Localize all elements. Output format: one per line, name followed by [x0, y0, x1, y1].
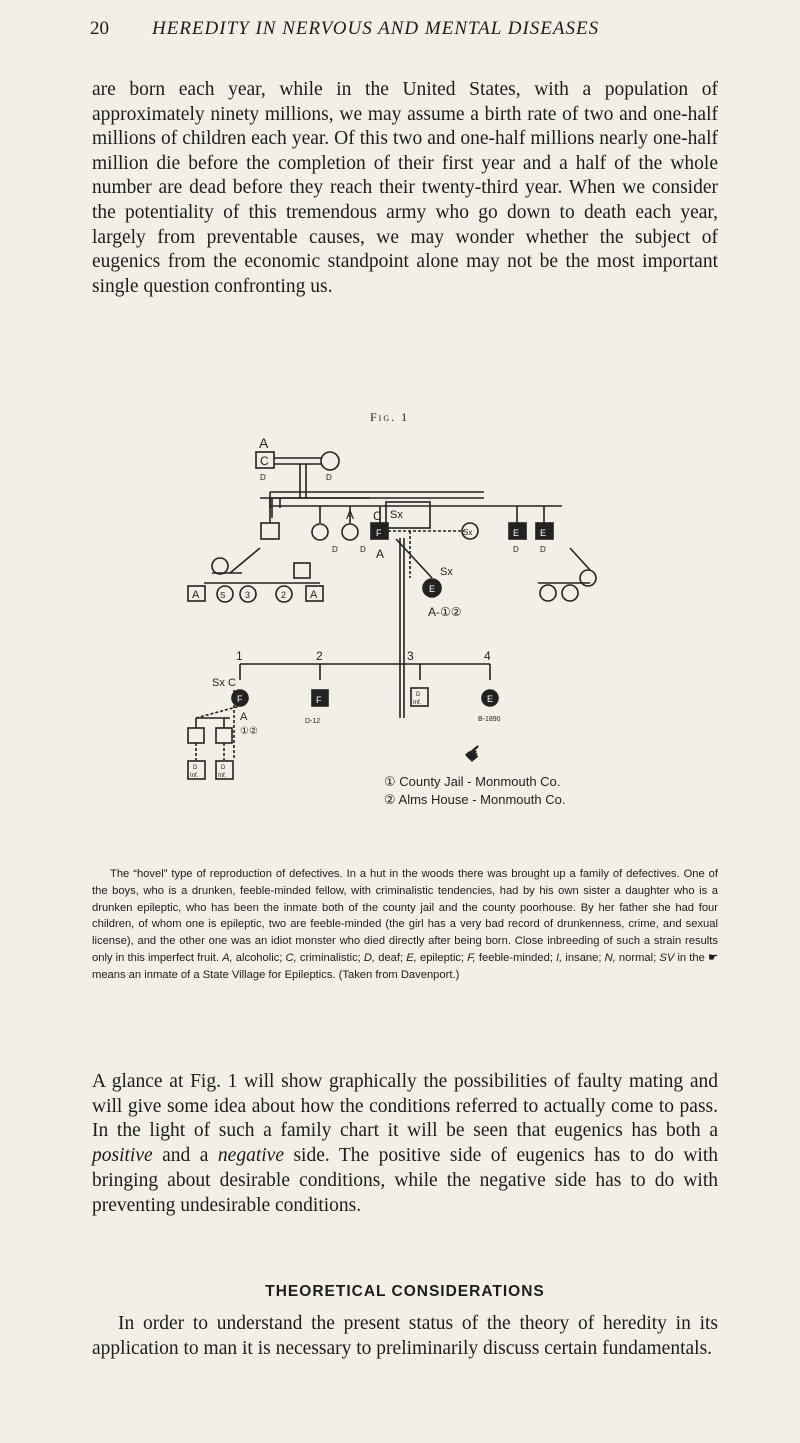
label-sx-box: Sx — [390, 509, 403, 521]
label-sx-gen4: Sx — [212, 677, 225, 689]
label-e-gen2-1: E — [513, 528, 520, 538]
page-number: 20 — [90, 18, 109, 39]
text-run: F, — [467, 951, 476, 964]
gen5-male-2 — [216, 728, 232, 743]
text-run: The “hovel” type of reproduction of defectives. In a hut in the woods there was brought up a family of defectives. One of the boys, who is a drunken, feeble-minded fellow, with criminalistic tendencies, had by his own sister a daughter who is a drunken epileptic, who has been the inmate both of the county jail and the county poorhouse. By her father she had four children, of whom one is epileptic, two are feeble-minded (the girl has a very bad record of drunkenness, crime, and sexual license), and the other one was an idiot monster who died directly after being born. Close inbreeding of such a strain results only in this imperfect fruit. — [92, 868, 718, 964]
label-e-gen4: E — [487, 694, 494, 704]
pointing-hand-icon: ☛ — [707, 951, 718, 964]
figure-label: Fig. 1 — [370, 410, 410, 424]
text-run: epileptic; — [416, 951, 468, 964]
gen2-female-2 — [342, 524, 358, 540]
text-run: positive — [92, 1145, 153, 1167]
hand-pointer-icon: ☛ — [458, 737, 490, 770]
gen2-female-1 — [312, 524, 328, 540]
text-run: I, — [556, 951, 563, 964]
gen-number-1: 1 — [236, 649, 243, 663]
label-inf-gen6-1: Inf. — [190, 773, 199, 779]
label-a-gen4-2: A — [310, 589, 318, 601]
page-header — [90, 18, 730, 44]
gen-number-4: 4 — [484, 649, 491, 663]
label-d-gen6-2: D — [221, 765, 226, 771]
text-run: C, — [285, 951, 297, 964]
label-c-top: C — [260, 454, 269, 468]
label-a-gen4-1: A — [192, 589, 200, 601]
gen-number-2: 2 — [316, 649, 323, 663]
text-run: D, — [363, 951, 376, 964]
label-a-top: A — [259, 435, 269, 451]
label-c-gen4: C — [228, 677, 236, 689]
paragraph-3: In order to understand the present status of the theory of heredity in its application to man it is necessary to preliminarily discuss certain fundamentals. — [92, 1313, 718, 1359]
section-heading: THEORETICAL CONSIDERATIONS — [265, 1283, 545, 1300]
pedigree-chart — [170, 428, 650, 807]
figure-caption — [92, 866, 718, 984]
text-run: side. The positive side of eugenics has to do with bringing about desirable conditions, while the negative side has to do with preventing undesirable conditions. — [92, 1145, 719, 1216]
text-run: and a — [152, 1145, 218, 1167]
pedigree-connector-line — [570, 548, 590, 570]
text-run: alcoholic; — [232, 951, 286, 964]
gen-number-3: 3 — [407, 649, 414, 663]
gen4-right-2 — [562, 585, 578, 601]
label-a-gen2: A — [346, 508, 355, 522]
label-a-gen5: A — [240, 711, 248, 723]
label-three-circle: 3 — [245, 590, 251, 600]
label-d-gen2-4: D — [540, 545, 546, 554]
note-inst: ①② — [240, 726, 258, 737]
label-e-gen3: E — [429, 584, 436, 594]
text-run: criminalistic; — [296, 951, 364, 964]
label-f-gen4: F — [237, 694, 243, 704]
label-s-circle: S — [220, 591, 226, 600]
label-c-gen2: C — [373, 509, 382, 523]
text-run: means an inmate of a State Village for Epileptics. (Taken from Davenport.) — [92, 968, 460, 981]
paragraph-1: are born each year, while in the United States, with a population of approximately ninety millions, we may assume a birth rate of two and one-half millions of children each year. Of this two and one-half millions nearly one-half million die before the completion of their first year and a half of the whole number are dead before they reach their twenty-third year. When we consider the potentiality of this tremendous army who go down to death each year, largely from preventable causes, we may wonder whether the subject of eugenics from the economic standpoint alone may not be the most important single question confronting us. — [92, 79, 718, 297]
label-sx-circle: Sx — [463, 528, 473, 537]
text-run: E, — [406, 951, 417, 964]
label-d-gen2-1: D — [332, 545, 338, 554]
gen5-male-1 — [188, 728, 204, 743]
label-d-infant: D — [416, 692, 421, 698]
label-f-gen4b: F — [316, 695, 322, 705]
paragraph-2 — [92, 1070, 718, 1218]
text-run: negative — [217, 1145, 284, 1167]
note-d12: D-12 — [305, 718, 321, 725]
label-c-sx-gen3: Sx — [440, 566, 453, 578]
label-d-top-right: D — [326, 473, 332, 482]
label-d-gen2-2: D — [360, 545, 366, 554]
gen3-male-left — [294, 563, 310, 578]
text-run: insane; — [562, 951, 605, 964]
text-run: A glance at Fig. 1 will show graphically the possibilities of faulty mating and will give some idea about how the conditions referred to actually come to pass. In the light of such a family chart it will be seen that eugenics has both a — [92, 1071, 718, 1142]
text-run: A, — [222, 951, 233, 964]
female-grandparent — [321, 452, 339, 470]
label-inf: Inf. — [413, 700, 422, 706]
gen2-male-1 — [261, 523, 279, 539]
text-run: deaf; — [375, 951, 407, 964]
pedigree-connector-line — [212, 548, 260, 573]
label-d-gen6-1: D — [193, 765, 198, 771]
text-run: feeble-minded; — [475, 951, 557, 964]
label-f-gen2: F — [376, 528, 382, 538]
text-run: normal; — [615, 951, 660, 964]
legend-county-jail: ① County Jail - Monmouth Co. — [384, 774, 561, 789]
gen3-female-left — [212, 558, 228, 574]
label-two-circle: 2 — [281, 590, 287, 600]
note-b1890: B-1890 — [478, 716, 501, 723]
label-d-top-left: D — [260, 473, 266, 482]
text-run: SV — [659, 951, 675, 964]
gen4-right-1 — [540, 585, 556, 601]
label-d-gen2-3: D — [513, 545, 519, 554]
text-run: N, — [604, 951, 616, 964]
text-run: in the — [674, 951, 708, 964]
label-a-inst: A-①② — [428, 605, 462, 619]
running-head: HEREDITY IN NERVOUS AND MENTAL DISEASES — [152, 18, 600, 39]
label-e-gen2-2: E — [540, 528, 547, 538]
label-a-gen2b: A — [376, 547, 385, 561]
legend-alms-house: ② Alms House - Monmouth Co. — [384, 792, 566, 807]
pedigree-connector-line — [396, 539, 432, 578]
label-inf-gen6-2: Inf. — [218, 773, 227, 779]
